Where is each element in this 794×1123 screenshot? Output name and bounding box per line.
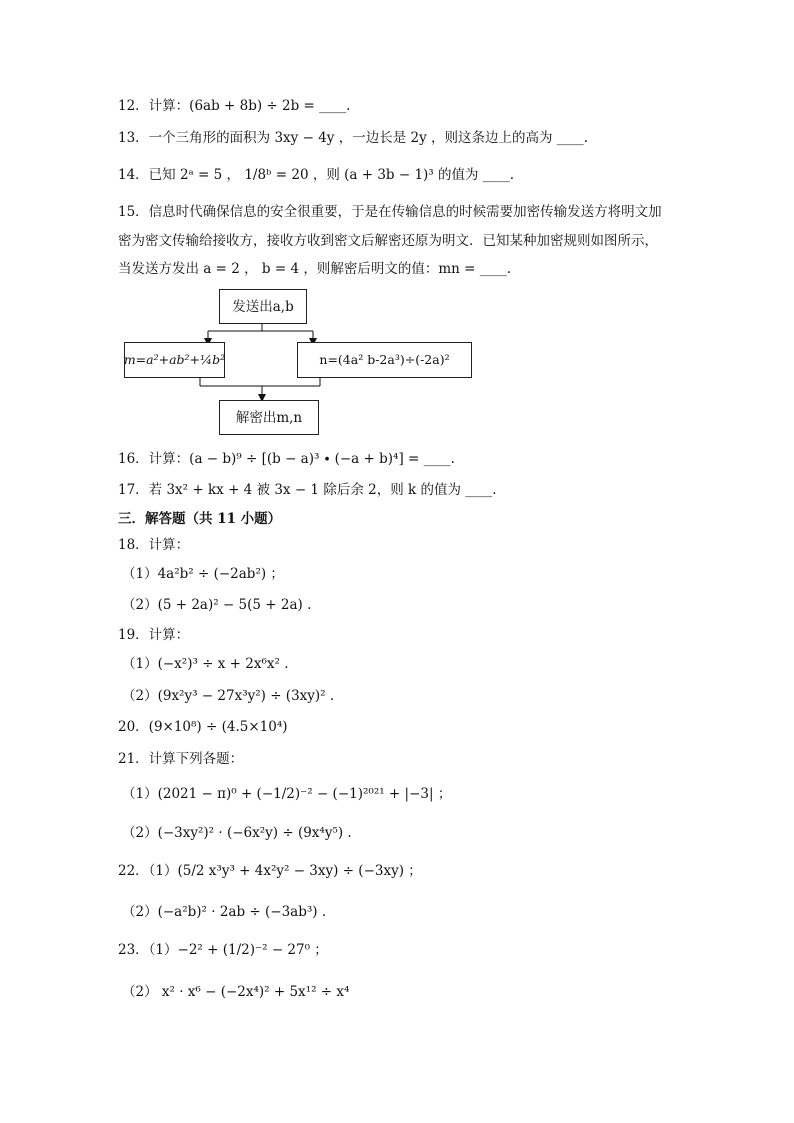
problem-18-part-2: （2）(5 + 2a)² − 5(5 + 2a) . [122,597,312,613]
problem-19-part-1: （1）(−x²)³ ÷ x + 2x⁶x² . [122,656,289,672]
problem-21: 21．计算下列各题： [118,751,244,767]
problem-22-part-2: （2）(−a²b)² · 2ab ÷ (−3ab³) . [122,904,327,920]
flow-box-m [124,342,225,378]
section-heading-3: 三．解答题（共 11 小题） [118,511,282,527]
problem-13: 13．一个三角形的面积为 3xy − 4y ，一边长是 2y ，则这条边上的高为 ____. [118,130,589,146]
flow-box-start-label: 发送出a,b [232,298,294,315]
flow-box-end-label: 解密出m,n [235,409,303,426]
problem-19-part-2: （2）(9x²y³ − 27x³y²) ÷ (3xy)² . [122,688,335,704]
problem-16: 16．计算：(a − b)⁹ ÷ [(b − a)³ ∙ (−a + b)⁴] = ____. [118,451,455,467]
problem-21-part-1: （1）(2021 − π)⁰ + (−1/2)⁻² − (−1)²⁰²¹ + |−3| ； [122,786,452,802]
problem-15-line-3: 当发送方发出 a = 2 ， b = 4 ，则解密后明文的值：mn = ____. [118,261,512,277]
flow-box-m-label: m=a²+ab²+¼b² [123,352,226,367]
flow-box-start [219,289,307,324]
flow-box-n-label: n=(4a² b-2a³)÷(-2a)² [319,352,450,367]
problem-17: 17．若 3x² + kx + 4 被 3x − 1 除后余 2，则 k 的值为 ____. [118,482,497,498]
problem-18: 18．计算： [118,537,190,553]
problem-12: 12．计算：(6ab + 8b) ÷ 2b = ____. [118,98,351,114]
problem-23-part-1: 23．（1）−2² + (1/2)⁻² − 27⁰ ； [118,942,328,958]
problem-14: 14．已知 2ᵃ = 5 ， 1/8ᵇ = 20 ，则 (a + 3b − 1)³ 的值为 ____. [118,167,515,183]
problem-22-part-1: 22．（1）(5/2 x³y³ + 4x²y² − 3xy) ÷ (−3xy) ； [118,863,422,879]
problem-15-line-1: 15．信息时代确保信息的安全很重要，于是在传输信息的时候需要加密传输发送方将明文加 [118,204,662,220]
flow-box-end [219,400,319,435]
problem-15-line-2: 密为密文传输给接收方，接收方收到密文后解密还原为明文．已知某种加密规则如图所示， [118,233,658,249]
problem-21-part-2: （2）(−3xy²)² · (−6x²y) ÷ (9x⁴y⁵) . [122,825,352,841]
flow-box-n [297,342,472,378]
problem-19: 19．计算： [118,627,190,643]
problem-23-part-2: （2） x² · x⁶ − (−2x⁴)² + 5x¹² ÷ x⁴ [122,984,350,1000]
problem-18-part-1: （1）4a²b² ÷ (−2ab²) ； [122,566,284,582]
problem-20: 20．(9×10⁸) ÷ (4.5×10⁴) [118,719,288,735]
